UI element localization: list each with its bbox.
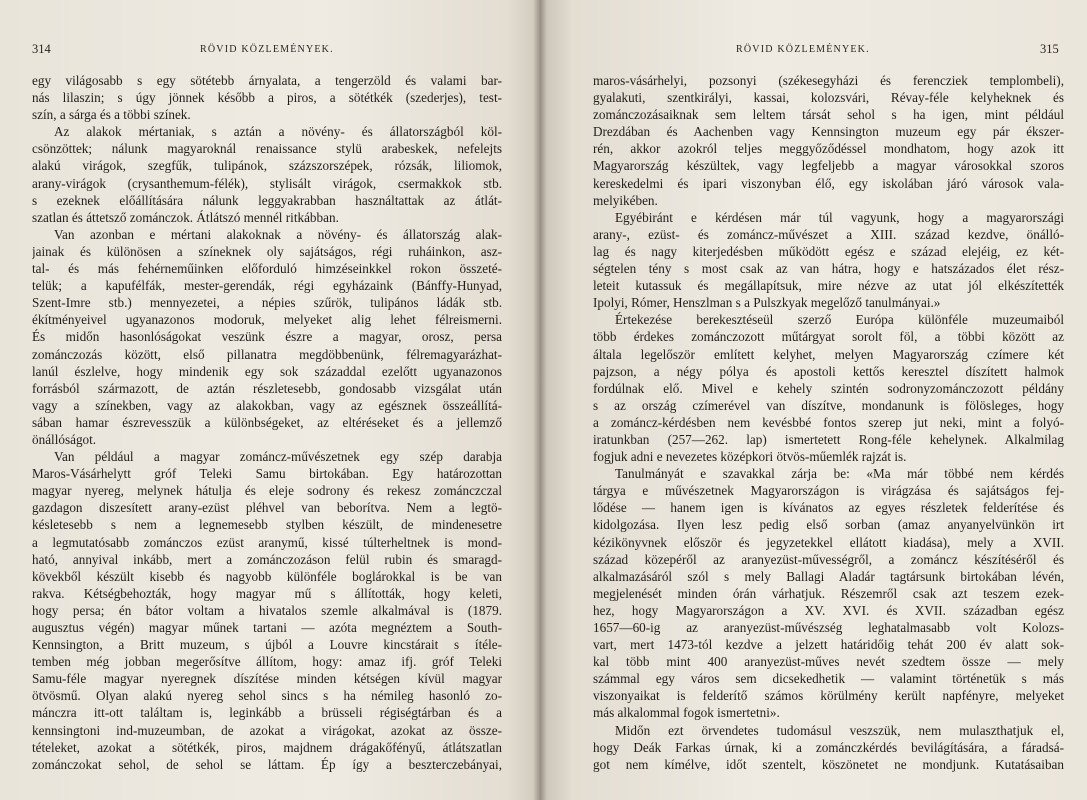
text-line: önállóságot. [32,431,97,447]
text-line: ható, annyival inkább, mert a zománczozáson felül rubin és smaragd- [32,551,502,567]
text-line: Maros-Vásárhelytt gróf Teleki Samu birtokában. Egy határozottan [32,466,502,482]
text-line: a zománcz-kérdésben nem kevésbbé fontos szerep jut neki, mint a folyó- [593,414,1064,430]
right-page [540,0,1087,800]
text-line: Szent-Imre stb.) mennyezetei, a népies szűrök, tulipános ládák stb. [32,295,502,311]
running-head-left: RÖVID KÖZLEMÉNYEK. [200,44,334,55]
text-line: sában hamar észrevesszük a különbségeket, az eltéréseket és a jellemző [32,414,502,430]
text-line: fordúlnak elő. Mivel e kehely szintén sodronyzománczozott példány [593,380,1064,396]
text-line: mánczra itt-ott találtam is, leginkább a brüsseli régiségtárban és a [32,705,502,721]
text-line: szatlan és áttetsző zománczok. Átlátszó mennél ritkábban. [32,209,339,225]
text-line: Van például a magyar zománcz-művészetnek egy szép darabja [54,449,502,465]
text-line: lődése — hanem igen is kívánatos az egyes részletek felderítése és [593,500,1064,516]
text-line: a legmutatósabb zománczos ezüst aranymű, kissé túlterheltnek is mond- [32,534,502,550]
text-line: Értekezése berekesztéseül szerző Európa különféle muzeumaiból [615,312,1064,328]
text-line: pajzson, a négy pólya és apostoli kettős keresztel díszített halmok [593,363,1064,379]
page-number-right: 315 [1040,42,1059,56]
text-line: arany-, ezüst- és zománcz-művészet a XIII. század kezdve, önálló- [593,226,1064,242]
text-line: alakú virágok, szegfűk, tulipánok, százszorszépek, rózsák, liliomok, [32,158,502,174]
text-line: lag és nagy kiterjedésben működött egész e század elejéig, ez két- [593,243,1064,259]
left-page [0,0,540,800]
text-line: Tanulmányát e szavakkal zárja be: «Ma már többé nem kérdés [615,466,1064,482]
text-line: Van azonban e mértani alakoknak a növény- és állatország alak- [54,226,502,242]
text-line: kennsingtoni ind-muzeumban, de azokat a virágokat, azokat az össze- [32,722,502,738]
right-page-body-text [593,72,1064,773]
text-line: hez, hogy Magyarországon a XV. XVI. és XVII. században egész [593,602,1064,618]
text-line: késletesebb s nem a legnemesebb stylben készült, de mindenesetre [32,517,502,533]
text-line: alkalmazásáról szól s mely Ballagi Aladár tagtársunk birtokában lévén, [593,568,1064,584]
text-line: kal több mint 400 aranyezüst-műves nevét szedtem össze — mely [593,654,1064,670]
text-line: melyikében. [593,192,658,208]
text-line: Midőn ezt örvendetes tudomásul veszszük, nem mulaszthatjuk el, [615,722,1064,738]
text-line: magyar nyereg, melynek hátulja és eleje sodrony és rekesz zománczczal [32,483,502,499]
text-line: augusztus végén) magyar műnek tartani — azóta megnéztem a South- [32,620,502,635]
running-head-right: RÖVID KÖZLEMÉNYEK. [736,44,870,55]
text-line: több érdekes zománczozott műtárgyat sorolt föl, a többi között az [593,329,1064,345]
text-line: forrásból származott, de aztán részletesebb, gondosabb vizsgálat után [32,380,502,396]
text-line: jainak és különösen a színeknek oly sajátságos, régi ruháinkon, asz- [32,243,502,259]
text-line: Egyébiránt e kérdésen már túl vagyunk, hogy a magyarországi [615,209,1064,225]
text-line: s az ország czímerével van díszítve, mondanunk is fölösleges, hogy [593,397,1064,413]
text-line: 1657—60-ig az aranyezüst-művészség leghatalmasabb volt Kolozs- [593,620,1064,635]
text-line: hogy Deák Farkas úrnak, ki a zománczkérdés bevilágítására, a fáradsá- [593,739,1064,755]
text-line: tárgya e művészetnek Magyarországon is virágzása és sajátságos fej- [593,483,1064,499]
text-line: Az alakok mértaniak, s aztán a növény- és állatországból köl- [54,124,502,140]
text-line: kézikönyvnek először és jegyzetekkel ellátott kiadása), mely a XVII. [593,534,1064,550]
text-line: rakva. Kétségbehozták, hogy magyar mű s állították, hogy keleti, [32,585,502,601]
text-line: vart, mert 1473-tól kezdve a jelzett határidőig tehát 200 év alatt sok- [593,637,1064,653]
text-line: temben még jobban megerősítve állítom, hogy: amaz ifj. gróf Teleki [32,654,502,670]
text-line: ségtelen tény s most csak az van hátra, hogy e hatszázados élet rész- [593,261,1064,277]
text-line: kereskedelmi és ipari viszonyban élő, egy iskolában járó városok vala- [593,175,1064,191]
text-line: zománczozás között, első pillanatra megdöbbenünk, félremagyarázhat- [32,346,502,362]
text-line: ékítményeivel ugyanazonos modoruk, melyeket alig lehet félreismerni. [32,312,502,328]
text-line: egy világosabb s egy sötétebb árnyalata, a tengerzöld és valami bar- [32,73,502,88]
text-line: rén, akkor azokról teljes meggyőződéssel mondhatom, hogy azok itt [593,141,1064,157]
text-line: tételeket, azokat a sötétkék, piros, majdnem drágakőfényű, átlátszatlan [32,739,502,755]
text-line: Samu-féle magyar nyeregnek díszítése minden kétségen kívül magyar [32,671,502,687]
text-line: hogy persa; én bátor voltam a hivatalos szemle alkalmával is (1879. [32,602,502,618]
text-line: kövekből készült kisebb és nagyobb különféle boglárokkal is be van [32,568,502,584]
text-line: Magyarország készültek, vagy legfeljebb a magyar városokkal szoros [593,158,1064,174]
text-line: fogjuk adni e nevezetes középkori ötvös-műemlék rajzát is. [593,449,907,465]
text-line: maros-vásárhelyi, pozsonyi (székesegyházi és ferencziek templombeli), [593,73,1064,88]
text-line: zománczokat sehol, de sehol se láttam. Ép így a beszterczebányai, [32,756,502,772]
text-line: iratunkban (257—262. lap) ismertetett Rong-féle kehelynek. Alkalmilag [593,431,1064,447]
text-line: csönzöttek; nálunk magyaroknál renaissance stylü arabeskek, nefelejts [32,141,502,157]
text-line: kidolgozása. Ilyen lesz pedig első sorban (amaz anyanyelvünkön irt [593,517,1064,533]
text-line: más alkalommal fogok ismertetni». [593,705,780,721]
text-line: Drezdában és Aachenben vagy Kennsington muzeum egy pár ékszer- [593,124,1064,140]
text-line: gyalakuti, szentkirályi, kassai, kolozsvári, Révay-féle kelyheknek és [593,90,1064,106]
text-line: Kennsington, a Britt muzeum, s újból a Louvre kincstárait s ítéle- [32,637,502,653]
text-line: Ipolyi, Rómer, Henszlman s a Pulszkyak megelőző tanulmányai.» [593,295,941,311]
text-line: ötvösmű. Olyan alakú nyereg sehol sincs s ha némileg hasonló zo- [32,688,502,704]
text-line: És midőn hasonlóságokat veszünk észre a magyar, orosz, persa [32,329,502,345]
text-line: lanúl észlelve, hogy mindenik egy sok századdal ezelőtt ugyanazonos [32,363,502,379]
page-number-left: 314 [32,42,51,56]
text-line: megjelenését minden órán várhatjuk. Részemről csak azt teszem ezek- [593,585,1064,601]
text-line: got nem kímélve, időt szentelt, köszönetet ne mondjunk. Kutatásaiban [593,756,1064,772]
text-line: arany-virágok (crysanthemum-félék), stylisált virágok, csermakkok stb. [32,175,502,191]
text-line: nás lilaszin; s úgy jönnek később a piros, a sötétkék (szederjes), test- [32,90,502,106]
text-line: század közepéről az aranyezüst-művességről, a zománcz készítéséről és [593,551,1064,567]
text-line: szín, a sárga és a többi színek. [32,107,191,123]
text-line: gazdagon diszesített arany-ezüst pléhvel van beborítva. Nem a legtö- [32,500,502,516]
text-line: általa legelőször említett kelyhet, melyen Magyarország czímere két [593,346,1064,362]
text-line: számmal egy város sem dicsekedhetik — valamint történetük s más [593,671,1064,687]
text-line: vagy a színekben, vagy az alakokban, vagy az egésznek összeállítá- [32,397,502,413]
left-page-body-text [32,72,502,773]
text-line: tal- és más fehérneműinken előforduló himzéseinkkel rokon összeté- [32,261,502,277]
text-line: zománczozásaiknak sem leltem társát sehol s ha igen, mint például [593,107,1064,123]
text-line: viszonyaikat is felderítő számos körülmény került napfényre, melyeket [593,688,1064,704]
text-line: s ezeknek előállítására nálunk leggyakrabban használtattak az átlát- [32,192,502,208]
text-line: leteit kutassuk és megállapítsuk, mire nézve az utat jól elkészítették [593,278,1064,294]
text-line: telük; a kapufélfák, mester-gerendák, régi egyházaink (Bánffy-Hunyad, [32,278,502,294]
